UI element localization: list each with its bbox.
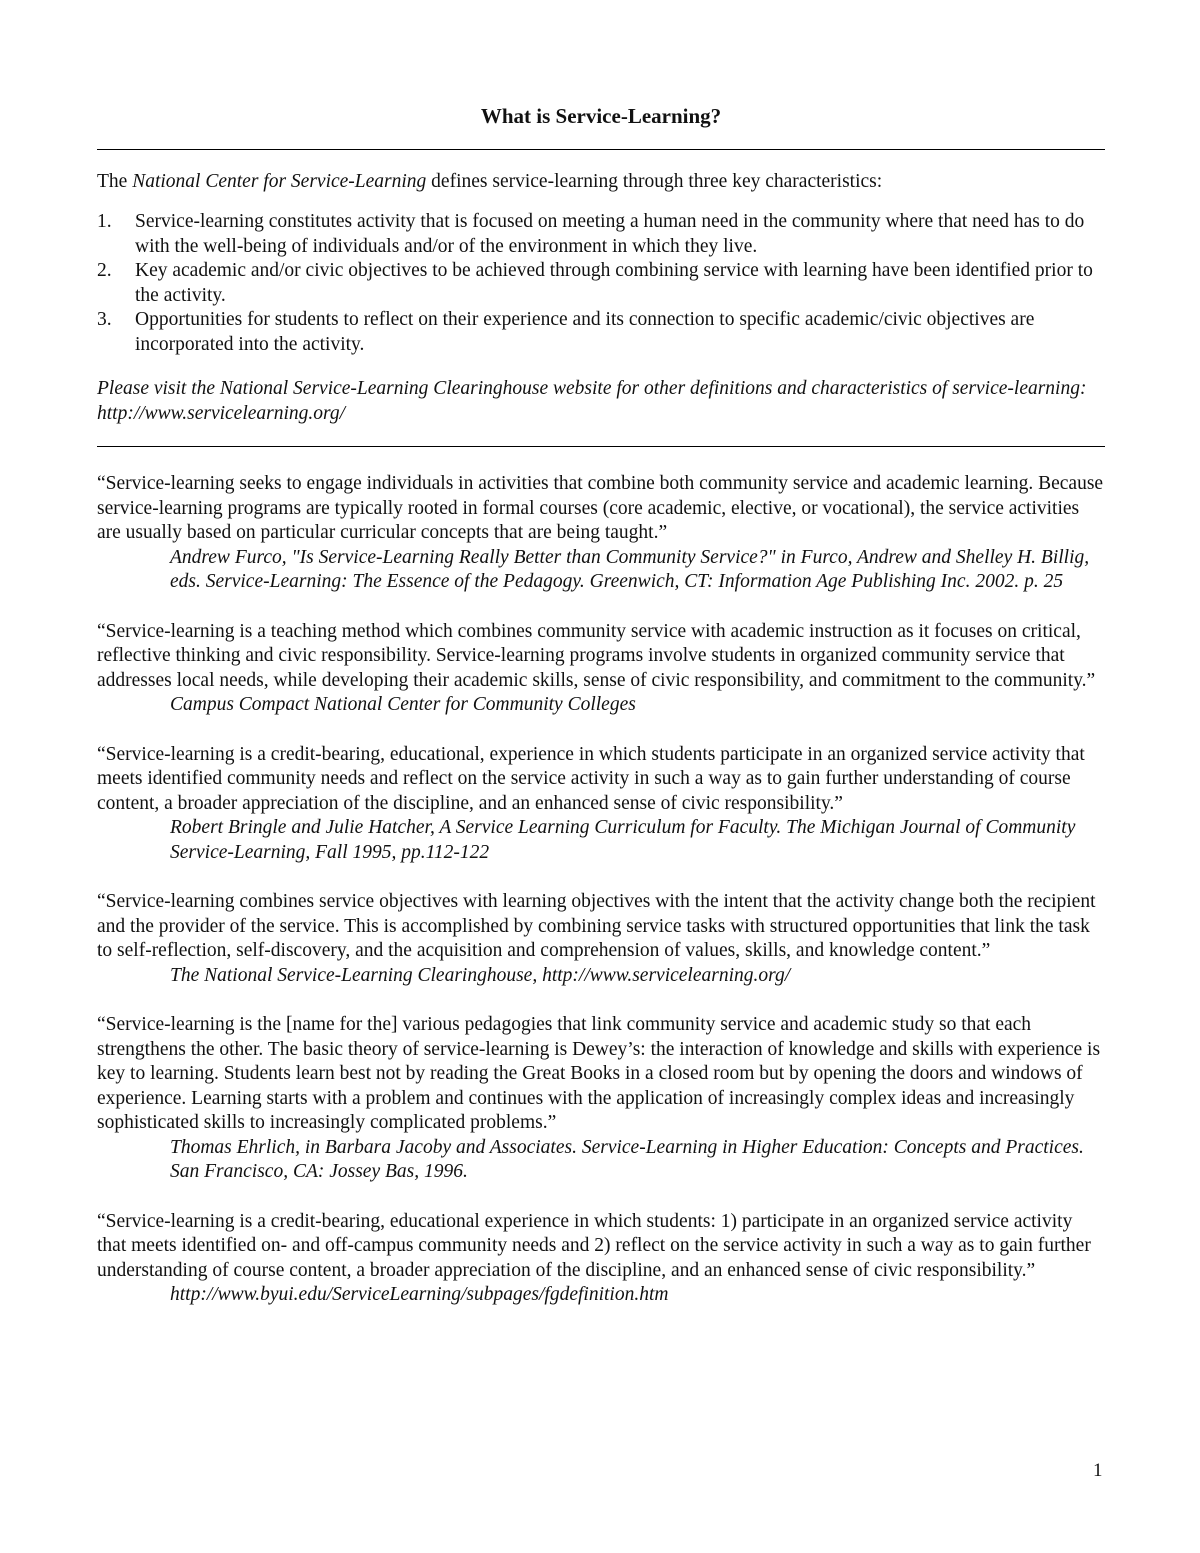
clearinghouse-note: Please visit the National Service-Learning Clearinghouse website for other definitions and characteristics of service-learning: http://www.servicelearning.org/ (97, 378, 1087, 424)
intro-prefix: The (97, 171, 133, 192)
definition-block (97, 890, 1105, 988)
section-divider (97, 446, 1105, 447)
definitions-section (97, 472, 1105, 1333)
list-item-text: Key academic and/or civic objectives to be achieved through combining service with learning have been identified prior to the activity. (135, 260, 1093, 306)
definition-quote: “Service-learning is a credit-bearing, educational experience in which students: 1) participate in an organized service activity that meets identified on- and off-campus community needs and 2) reflect on the service activity in such a way as to gain further understanding of course content, a broader appreciation of the discipline, and an enhanced sense of civic responsibility.” (97, 1210, 1091, 1281)
definition-source: The National Service-Learning Clearinghouse, http://www.servicelearning.org/ (170, 964, 791, 986)
list-item-number: 3. (97, 309, 112, 330)
definition-source: http://www.byui.edu/ServiceLearning/subpages/fgdefinition.htm (170, 1284, 669, 1305)
definition-quote: “Service-learning combines service objectives with learning objectives with the intent that the activity change both the recipient and the provider of the service. This is accomplished by combining service tasks with structured opportunities that link the task to self-reflection, self-discovery, and the acquisition and comprehension of values, skills, and knowledge content.” (97, 891, 1096, 961)
list-item (97, 308, 1105, 357)
list-item-text: Service-learning constitutes activity that is focused on meeting a human need in the community where that need has to do with the well-being of individuals and/or of the environment in which they live. (135, 211, 1085, 257)
definition-quote: “Service-learning is a teaching method which combines community service with academic instruction as it focuses on critical, reflective thinking and civic responsibility. Service-learning programs involve students in organized community service that addresses local needs, while developing their academic skills, sense of civic responsibility, and commitment to the community.” (97, 620, 1096, 691)
top-divider (97, 149, 1105, 150)
definition-block (97, 472, 1105, 595)
definition-source: Andrew Furco, "Is Service-Learning Really Better than Community Service?" in Furco, Andrew and Shelley H. Billig, eds. Service-Learning: The Essence of the Pedagogy. Greenwich, CT: Information Age Publishing Inc. 2002. p. 25 (170, 546, 1090, 592)
characteristics-list (97, 210, 1105, 357)
intro-paragraph (97, 170, 1105, 195)
definition-source: Campus Compact National Center for Community Colleges (170, 694, 636, 715)
list-item-text: Opportunities for students to reflect on their experience and its connection to specific academic/civic objectives are incorporated into the activity. (135, 309, 1035, 355)
definition-quote: “Service-learning is the [name for the] various pedagogies that link community service and academic study so that each strengthens the other. The basic theory of service-learning is Dewey’s: the interaction of knowledge and skills with experience is key to learning. Students learn best not by reading the Great Books in a closed room but by opening the doors and windows of experience. Learning starts with a problem and continues with the application of increasingly complex ideas and increasingly sophisticated skills to increasingly complicated problems.” (97, 1014, 1101, 1133)
definition-block (97, 743, 1105, 866)
page-title: What is Service-Learning? (480, 104, 722, 128)
definition-block (97, 1210, 1105, 1308)
list-item (97, 259, 1105, 308)
page-number: 1 (1093, 1460, 1103, 1481)
definition-source: Thomas Ehrlich, in Barbara Jacoby and Associates. Service-Learning in Higher Education: Concepts and Practices. San Francisco, CA: Jossey Bas, 1996. (170, 1136, 1084, 1182)
list-item (97, 210, 1105, 259)
definition-source: Robert Bringle and Julie Hatcher, A Service Learning Curriculum for Faculty. The Michigan Journal of Community Service-Learning, Fall 1995, pp.112-122 (170, 817, 1076, 863)
definition-quote: “Service-learning seeks to engage individuals in activities that combine both community service and academic learning. Because service-learning programs are typically rooted in formal courses (core academic, elective, or vocational), the service activities are usually based on particular curricular concepts that are being taught.” (97, 473, 1104, 543)
definition-quote: “Service-learning is a credit-bearing, educational, experience in which students participate in an organized service activity that meets identified community needs and reflect on the service activity in such a way as to gain further understanding of course content, a broader appreciation of the discipline, and an enhanced sense of civic responsibility.” (97, 743, 1085, 814)
definition-block (97, 1013, 1105, 1185)
list-item-number: 1. (97, 211, 112, 232)
definition-block (97, 620, 1105, 718)
list-item-number: 2. (97, 260, 112, 281)
intro-suffix: defines service-learning through three key characteristics: (426, 171, 883, 192)
intro-org-name: National Center for Service-Learning (132, 171, 427, 192)
